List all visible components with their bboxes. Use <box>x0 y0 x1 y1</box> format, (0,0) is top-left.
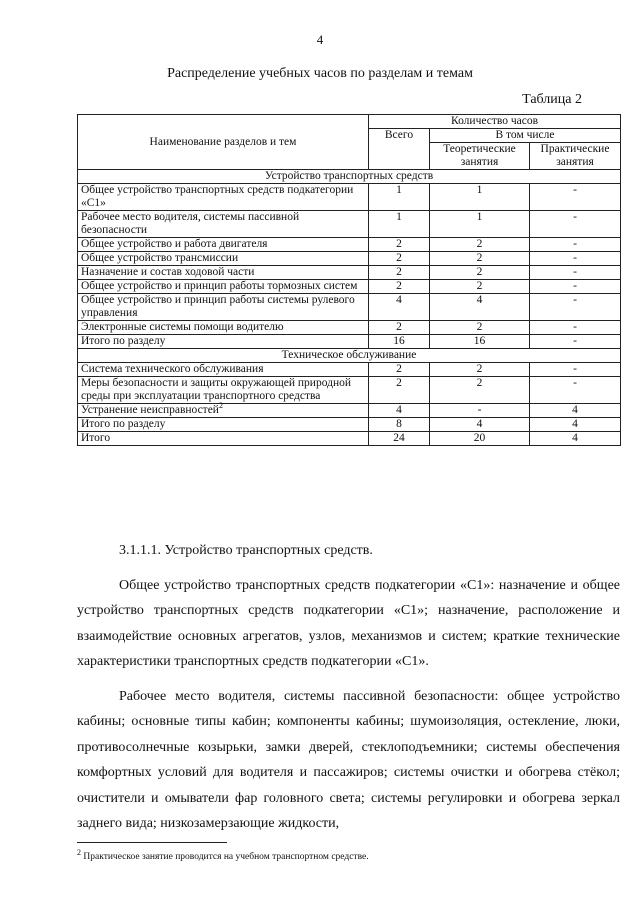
total-cell: 2 <box>369 280 430 294</box>
section-row <box>78 170 621 184</box>
row-name-cell <box>78 238 369 252</box>
row-name-cell <box>78 418 369 432</box>
table-row <box>78 280 621 294</box>
row-name-cell <box>78 280 369 294</box>
footnote <box>77 847 369 862</box>
footnote-mark: 2 <box>77 847 81 857</box>
row-name-cell <box>78 252 369 266</box>
theory-cell: 16 <box>430 335 530 349</box>
theory-cell: 2 <box>430 252 530 266</box>
practice-cell: - <box>530 184 621 211</box>
theory-cell: 2 <box>430 266 530 280</box>
total-cell: 8 <box>369 418 430 432</box>
grand-total-row <box>78 432 621 446</box>
theory-cell: 2 <box>430 280 530 294</box>
practice-cell: 4 <box>530 418 621 432</box>
page-number: 4 <box>316 32 324 47</box>
total-cell: 24 <box>369 432 430 446</box>
theory-cell: 4 <box>430 418 530 432</box>
theory-cell: 4 <box>430 294 530 321</box>
footnote-divider <box>77 842 227 843</box>
row-name: Общее устройство и работа двигателя <box>81 238 268 250</box>
row-name-cell <box>78 335 369 349</box>
row-name: Общее устройство транспортных средств подкатегории «С1» <box>81 184 354 209</box>
row-name: Назначение и состав ходовой части <box>81 266 255 278</box>
total-cell: 1 <box>369 184 430 211</box>
table-row <box>78 335 621 349</box>
practice-cell: - <box>530 363 621 377</box>
page-title: Распределение учебных часов по разделам и темам <box>167 66 473 81</box>
grand-total-label: Итого <box>78 432 369 446</box>
practice-cell: 4 <box>530 432 621 446</box>
section-heading: 3.1.1.1. Устройство транспортных средств. <box>119 543 373 558</box>
section-row <box>78 349 621 363</box>
total-cell: 2 <box>369 266 430 280</box>
practice-cell: 4 <box>530 404 621 418</box>
section-title: Техническое обслуживание <box>78 349 621 363</box>
header-including: В том числе <box>430 129 621 143</box>
table-row <box>78 211 621 238</box>
theory-cell: 20 <box>430 432 530 446</box>
row-name: Итого по разделу <box>81 335 166 347</box>
practice-cell: - <box>530 335 621 349</box>
practice-cell: - <box>530 294 621 321</box>
row-name-cell <box>78 184 369 211</box>
total-cell: 4 <box>369 294 430 321</box>
paragraph-2: Рабочее место водителя, системы пассивной безопасности: общее устройство кабины; основные типы кабин; компоненты кабины; шумоизоляция, остекление, люки, противосолнечные козырьки, замки дверей, стеклоподъемники; системы обеспечения комфортных условий для водителя и пассажиров; системы очистки и обогрева стёкол; очистители и омыватели фар головного света; системы регулировки и обогрева зеркал заднего вида; низкозамерзающие жидкости, <box>77 688 620 831</box>
paragraph-1: Общее устройство транспортных средств подкатегории «С1»: назначение и общее устройство транспортных средств подкатегории «С1»; назначение, расположение и взаимодействие основных агрегатов, узлов, механизмов и систем; краткие технические характеристики транспортных средств подкатегории «С1». <box>77 577 620 669</box>
practice-cell: - <box>530 266 621 280</box>
total-cell: 2 <box>369 363 430 377</box>
header-hours: Количество часов <box>369 115 621 129</box>
table-row <box>78 266 621 280</box>
table-row <box>78 238 621 252</box>
table-row <box>78 418 621 432</box>
theory-cell: 2 <box>430 238 530 252</box>
row-name-cell <box>78 377 369 404</box>
header-practice: Практические занятия <box>530 143 621 170</box>
row-name: Общее устройство и принцип работы тормозных систем <box>81 280 358 292</box>
row-name-cell <box>78 401 369 418</box>
row-name: Устранение неисправностей <box>81 404 219 416</box>
footnote-text: Практическое занятие проводится на учебном транспортном средстве. <box>83 852 369 862</box>
header-theory: Теоретические занятия <box>430 143 530 170</box>
row-name: Система технического обслуживания <box>81 363 264 375</box>
theory-cell: 2 <box>430 321 530 335</box>
section-title: Устройство транспортных средств <box>78 170 621 184</box>
row-name: Итого по разделу <box>81 418 166 430</box>
theory-cell: - <box>430 404 530 418</box>
theory-cell: 2 <box>430 363 530 377</box>
table-label: Таблица 2 <box>522 92 582 107</box>
theory-cell: 1 <box>430 184 530 211</box>
table-row <box>78 294 621 321</box>
row-name-cell <box>78 294 369 321</box>
practice-cell: - <box>530 280 621 294</box>
practice-cell: - <box>530 377 621 404</box>
table-row <box>78 321 621 335</box>
table-row <box>78 377 621 404</box>
total-cell: 2 <box>369 321 430 335</box>
row-name: Меры безопасности и защиты окружающей природной среды при эксплуатации транспортного средства <box>81 377 352 402</box>
table-row <box>78 404 621 418</box>
row-name: Общее устройство и принцип работы системы рулевого управления <box>81 294 355 319</box>
practice-cell: - <box>530 321 621 335</box>
row-name-cell <box>78 321 369 335</box>
practice-cell: - <box>530 238 621 252</box>
table-row <box>78 363 621 377</box>
row-name: Электронные системы помощи водителю <box>81 321 284 333</box>
total-cell: 2 <box>369 377 430 404</box>
hours-table <box>77 114 621 446</box>
table-row <box>78 252 621 266</box>
table-body <box>78 170 621 446</box>
total-cell: 16 <box>369 335 430 349</box>
theory-cell: 1 <box>430 211 530 238</box>
table-row <box>78 184 621 211</box>
total-cell: 1 <box>369 211 430 238</box>
practice-cell: - <box>530 211 621 238</box>
body-text <box>77 538 620 837</box>
total-cell: 2 <box>369 238 430 252</box>
theory-cell: 2 <box>430 377 530 404</box>
row-name-cell <box>78 363 369 377</box>
total-cell: 4 <box>369 404 430 418</box>
practice-cell: - <box>530 252 621 266</box>
footnote-ref: 2 <box>218 401 223 411</box>
header-name: Наименование разделов и тем <box>78 115 369 170</box>
total-cell: 2 <box>369 252 430 266</box>
row-name: Общее устройство трансмиссии <box>81 252 239 264</box>
header-total: Всего <box>369 129 430 170</box>
row-name-cell <box>78 266 369 280</box>
row-name: Рабочее место водителя, системы пассивной безопасности <box>81 211 300 236</box>
row-name-cell <box>78 211 369 238</box>
